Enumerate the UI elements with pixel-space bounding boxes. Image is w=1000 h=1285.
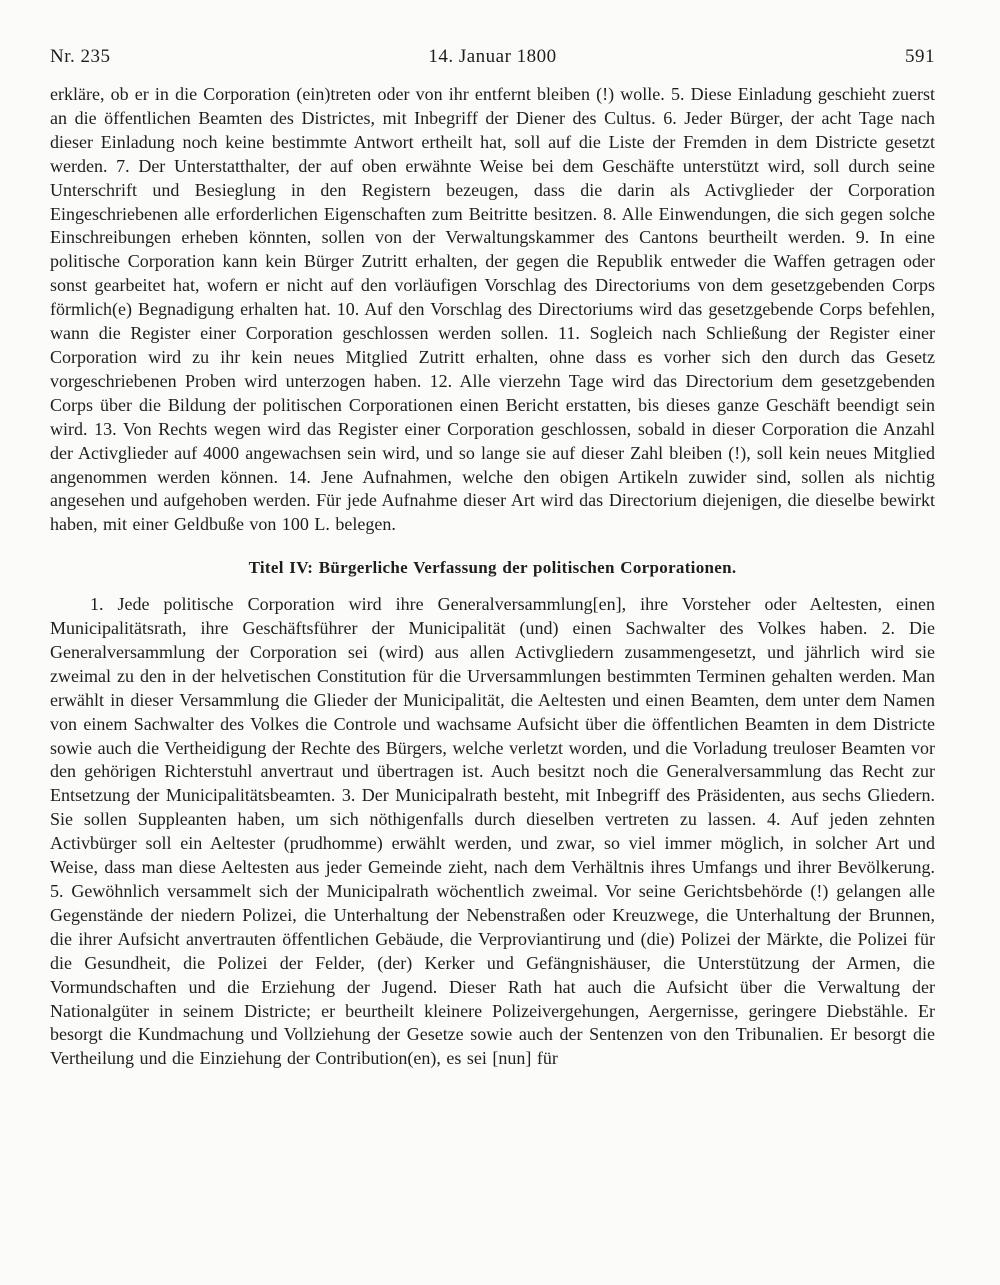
paragraph-continuation: erkläre, ob er in die Corporation (ein)treten oder von ihr entfernt bleiben (!) wolle. 5. Diese Einladung geschieht zuerst an die öffentlichen Beamten des Districtes, mit Inbegriff der Diener des Cultus. 6. Jeder Bürger, der acht Tage nach dieser Einladung noch keine bestimmte Antwort ertheilt hat, soll auf die Liste der Fremden in dem Districte gesetzt werden. 7. Der Unterstatthalter, der auf oben erwähnte Weise bei dem Geschäfte unterstützt wird, soll durch seine Unterschrift und Besieglung in den Registern bezeugen, dass die darin als Activglieder der Corporation Eingeschriebenen alle erforderlichen Eigenschaften zum Beitritte besitzen. 8. Alle Einwendungen, die sich gegen solche Einschreibungen erheben könnten, sollen von der Verwaltungskammer des Cantons beurtheilt werden. 9. In eine politische Corporation kann kein Bürger Zutritt erhalten, der gegen die Republik entweder die Waffen getragen oder sonst gearbeitet hat, wofern er nicht auf den vorläufigen Vorschlag des Directoriums von dem gesetzgebenden Corps förmlich(e) Begnadigung erhalten hat. 10. Auf den Vorschlag des Directoriums wird das gesetzgebende Corps befehlen, wann die Register einer Corporation geschlossen werden sollen. 11. Sogleich nach Schließung der Register einer Corporation wird zu ihr kein neues Mitglied Zutritt erhalten, ohne dass es vorher sich den durch das Gesetz vorgeschriebenen Proben wird unterzogen haben. 12. Alle vierzehn Tage wird das Directorium dem gesetzgebenden Corps über die Bildung der politischen Corporationen einen Bericht erstatten, bis dieses ganze Geschäft beendigt sein wird. 13. Von Rechts wegen wird das Register einer Corporation geschlossen, sobald in dieser Corporation die Anzahl der Activglieder auf 4000 angewachsen sein wird, und so lange sie auf dieser Zahl bleiben (!), soll kein neues Mitglied angenommen werden können. 14. Jene Aufnahmen, welche den obigen Artikeln zuwider sind, sollen als nichtig angesehen und aufgehoben werden. Für jede Aufnahme dieser Art wird das Directorium diejenigen, die dieselbe bewirkt haben, mit einer Geldbuße von 100 L. belegen. [50, 84, 935, 535]
page-header [50, 46, 935, 76]
page-number: 591 [905, 46, 935, 67]
paragraph-title-iv: 1. Jede politische Corporation wird ihre Generalversammlung[en], ihre Vorsteher oder Aeltesten, einen Municipalitätsrath, ihre Geschäftsführer der Municipalität (und) einen Sachwalter des Volkes haben. 2. Die Generalversammlung der Corporation sei (wird) aus allen Activgliedern zusammengesetzt, und jährlich wird sie zweimal zu den in der helvetischen Constitution für die Urversammlungen bestimmten Terminen gehalten werden. Man erwählt in dieser Versammlung die Glieder der Municipalität, die Aeltesten und einen Beamten, dem unter dem Namen von einem Sachwalter des Volkes die Controle und wachsame Aufsicht über die öffentlichen Beamten in dem Districte sowie auch die Vertheidigung der Rechte des Bürgers, welche verletzt worden, und die Vorladung treuloser Beamten vor den gehörigen Richterstuhl anvertraut und übertragen ist. Auch besitzt noch die Generalversammlung das Recht zur Entsetzung der Municipalitätsbeamten. 3. Der Municipalrath besteht, mit Inbegriff des Präsidenten, aus sechs Gliedern. Sie sollen Suppleanten haben, um sich nöthigenfalls durch dieselben vertreten zu lassen. 4. Auf jeden zehnten Activbürger soll ein Aeltester (prudhomme) erwählt werden, und zwar, so viel immer möglich, in solcher Art und Weise, dass man diese Aeltesten aus jeder Gemeinde zieht, nach dem Verhältnis ihres Umfangs und ihrer Bevölkerung. 5. Gewöhnlich versammelt sich der Municipalrath wöchentlich zweimal. Vor seine Gerichtsbehörde (!) gelangen alle Gegenstände der niedern Polizei, die Unterhaltung der Nebenstraßen oder Kreuzwege, die Unterhaltung der Brunnen, die ihrer Aufsicht anvertrauten öffentlichen Gebäude, die Verproviantirung und (die) Polizei der Märkte, die Polizei für die Gesundheit, die Polizei der Felder, (der) Kerker und Gefängnishäuser, die Unterstützung der Armen, die Vormundschaften und die Erziehung der Jugend. Dieser Rath hat auch die Aufsicht über die Verwaltung der Nationalgüter in seinem Districte; er beurtheilt kleinere Polizeivergehungen, Aergernisse, geringere Diebstähle. Er besorgt die Kundmachung und Vollziehung der Gesetze sowie auch der Sentenzen von den Tribunalien. Er besorgt die Vertheilung und die Einziehung der Contribution(en), es sei [nun] für [50, 594, 935, 1069]
document-body [50, 83, 935, 1071]
document-number: Nr. 235 [50, 46, 111, 67]
document-date: 14. Januar 1800 [428, 46, 557, 67]
section-heading: Titel IV: Bürgerliche Verfassung der politischen Corporationen. [248, 558, 737, 578]
